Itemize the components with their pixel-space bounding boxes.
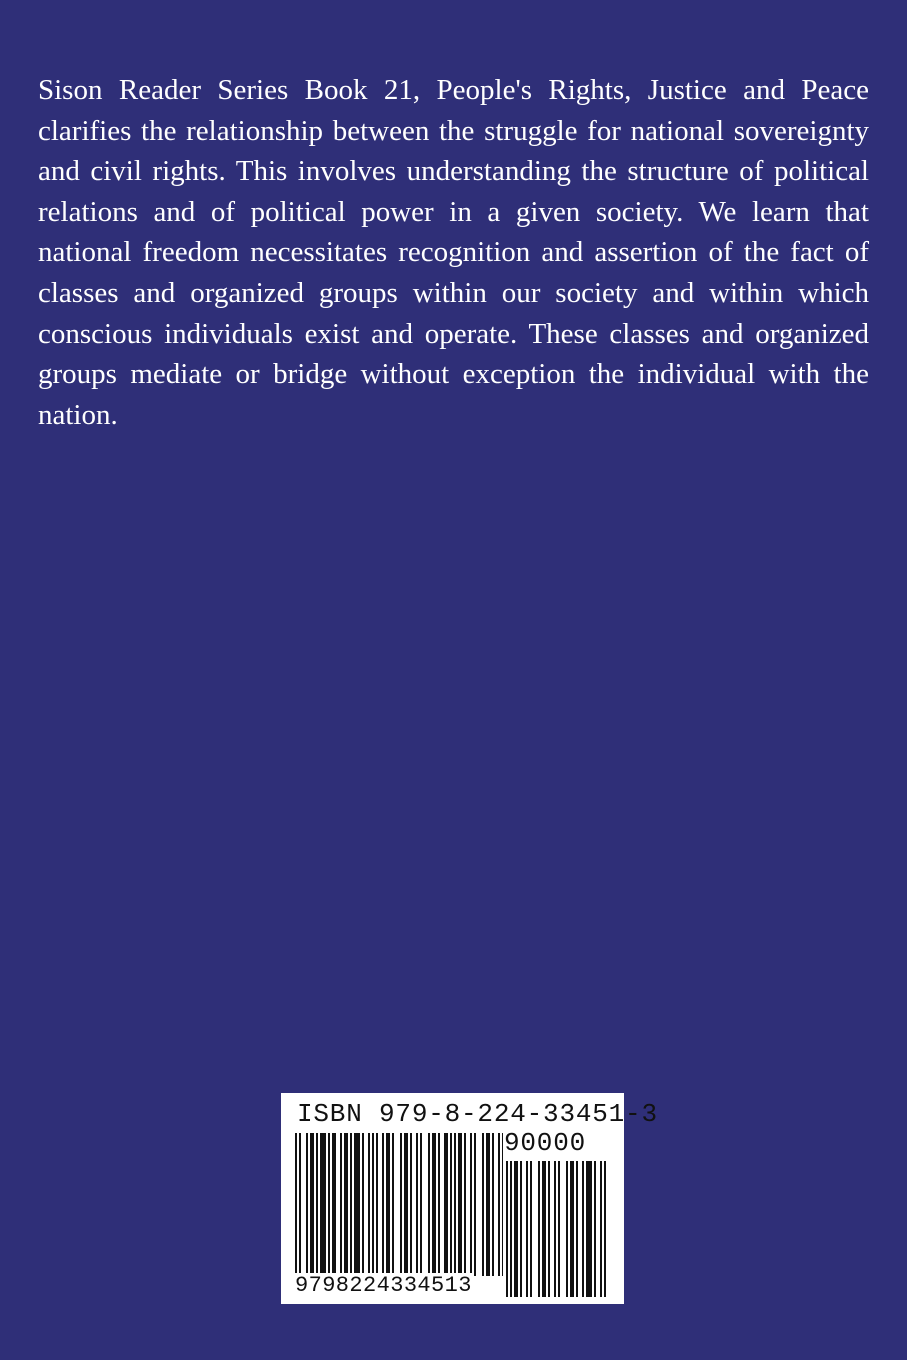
barcode-bar: [382, 1133, 384, 1276]
barcode-bar: [554, 1161, 556, 1297]
barcode-bar: [492, 1133, 494, 1276]
barcode-bar: [332, 1133, 336, 1276]
barcode-bar: [400, 1133, 402, 1276]
barcode-bar: [428, 1133, 430, 1276]
barcode-bar: [420, 1133, 422, 1276]
barcode-bar: [458, 1133, 462, 1276]
price-code: 90000: [504, 1128, 587, 1158]
barcode-bar: [486, 1133, 490, 1276]
barcode-bar: [376, 1133, 378, 1276]
barcode-bar: [316, 1133, 318, 1276]
barcode-bar: [502, 1133, 503, 1276]
barcode-bar: [344, 1133, 348, 1276]
barcode-bar: [392, 1133, 394, 1276]
barcode-bar: [350, 1133, 352, 1276]
barcode-bar: [310, 1133, 314, 1276]
barcode-bar: [454, 1133, 456, 1276]
barcode-bar: [514, 1161, 518, 1297]
barcode-bar: [444, 1133, 448, 1276]
barcode-bar: [362, 1133, 364, 1276]
barcode-bar: [432, 1133, 436, 1276]
barcode-bar: [604, 1161, 606, 1297]
barcode-bar: [558, 1161, 560, 1297]
barcode-bar: [368, 1133, 370, 1276]
ean-digits: 9798224334513: [295, 1273, 472, 1298]
barcode-bar: [404, 1133, 408, 1276]
barcode-bar: [474, 1133, 476, 1276]
barcode-bar: [582, 1161, 584, 1297]
barcode-bar: [470, 1133, 472, 1276]
barcode-bar: [594, 1161, 596, 1297]
barcode-bar: [295, 1133, 297, 1276]
barcode-bar: [498, 1133, 500, 1276]
barcode-bar: [576, 1161, 578, 1297]
barcode-bar: [410, 1133, 412, 1276]
barcode-bar: [354, 1133, 360, 1276]
barcode-bar: [600, 1161, 602, 1297]
barcode-bar: [530, 1161, 532, 1297]
barcode-bar: [464, 1133, 466, 1276]
barcode-bar: [538, 1161, 540, 1297]
barcode-bar: [299, 1133, 301, 1276]
barcode-bar: [416, 1133, 418, 1276]
barcode-bar: [520, 1161, 522, 1297]
isbn-label: ISBN 979-8-224-33451-3: [297, 1099, 658, 1129]
barcode-bar: [340, 1133, 342, 1276]
barcode-bar: [320, 1133, 326, 1276]
barcode-bar: [306, 1133, 308, 1276]
book-description: Sison Reader Series Book 21, People's Rights, Justice and Peace clarifies the relationship between the struggle for national sovereignty and civil rights. This involves understanding the structure of political relations and of political power in a given society. We learn that national freedom necessitates recognition and assertion of the fact of classes and organized groups within our society and within which conscious individuals exist and operate. These classes and organized groups mediate or bridge without exception the individual with the nation.: [38, 74, 869, 431]
barcode-bar: [506, 1161, 508, 1297]
barcode-bar: [548, 1161, 550, 1297]
barcode-bar: [542, 1161, 546, 1297]
barcode-bar: [386, 1133, 390, 1276]
barcode-bar: [566, 1161, 568, 1297]
barcode-bar: [570, 1161, 574, 1297]
barcode-bar: [526, 1161, 528, 1297]
addon-barcode: [506, 1161, 610, 1297]
ean-barcode: [295, 1133, 503, 1276]
barcode-bar: [450, 1133, 452, 1276]
barcode-bar: [586, 1161, 592, 1297]
barcode-bar: [328, 1133, 330, 1276]
barcode-bar: [438, 1133, 440, 1276]
barcode-bar: [482, 1133, 484, 1276]
barcode-bar: [510, 1161, 512, 1297]
barcode-bar: [372, 1133, 374, 1276]
isbn-barcode-block: [281, 1093, 658, 1304]
